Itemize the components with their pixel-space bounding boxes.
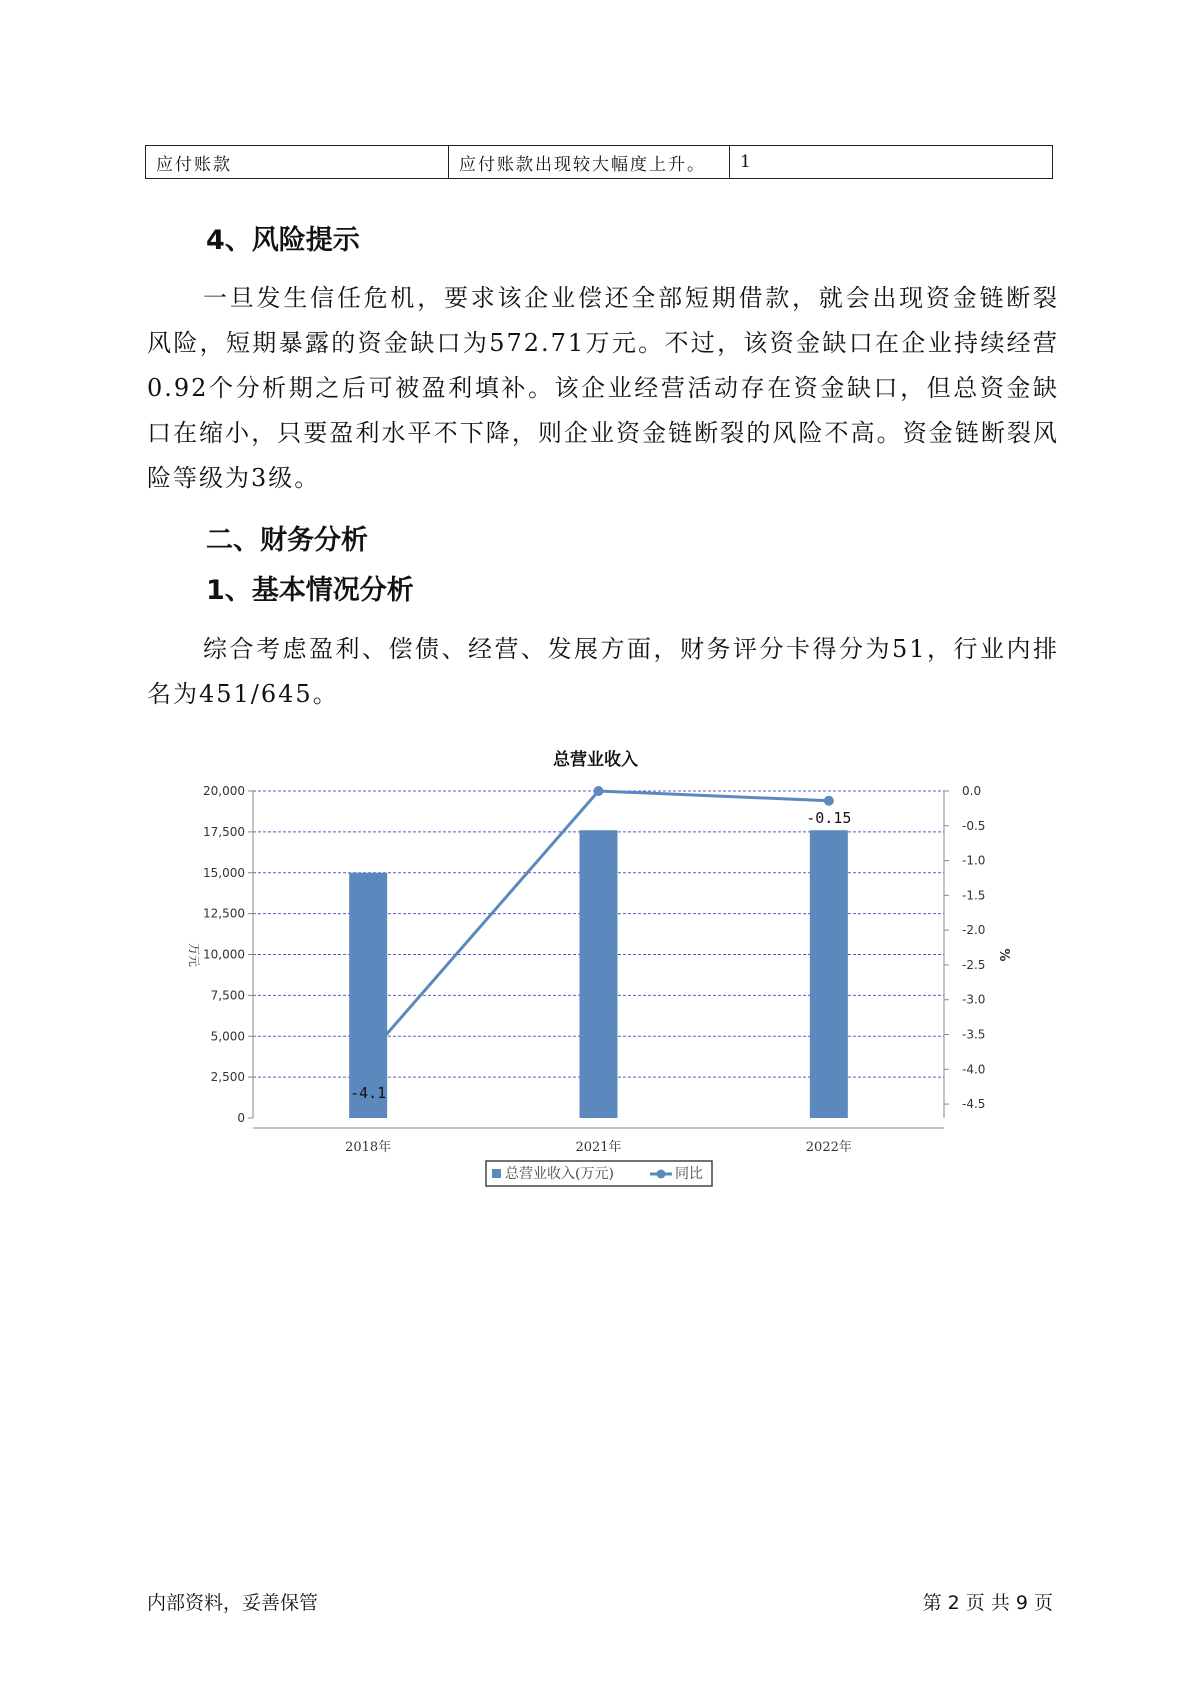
y-tick-label: 20,000 <box>203 784 245 798</box>
table-cell-value: 1 <box>730 146 1053 179</box>
table-cell-description: 应付账款出现较大幅度上升。 <box>449 146 730 179</box>
footer-page-number: 第 2 页 共 9 页 <box>922 1592 1053 1614</box>
y-tick-label: 2,500 <box>210 1070 245 1085</box>
x-tick-label: 2021年 <box>575 1140 622 1155</box>
line-point <box>594 786 604 796</box>
y2-tick-label: -1.0 <box>962 853 986 868</box>
y-tick-label: 7,500 <box>210 988 245 1003</box>
data-label: -0.15 <box>806 809 852 827</box>
y2-tick-label: -3.0 <box>962 992 986 1007</box>
bar <box>810 830 848 1118</box>
risk-paragraph: 一旦发生信任危机，要求该企业偿还全部短期借款，就会出现资金链断裂风险，短期暴露的资金缺口为572.71万元。不过，该资金缺口在企业持续经营 0.92个分析期之后可被盈利填补。该企业经营活动存在资金缺口，但总资金缺口在缩小，只要盈利水平不下降，则企业资金链断裂的风险不高。资金链断裂风险等级为3级。 <box>147 284 1059 492</box>
section-heading-basic: 1、基本情况分析 <box>206 575 414 606</box>
chapter-heading-financial: 二、财务分析 <box>206 525 368 556</box>
y2-tick-label: -3.5 <box>962 1027 986 1042</box>
bar <box>349 873 387 1118</box>
y2-axis-label: % <box>996 948 1011 962</box>
footer-confidential: 内部资料，妥善保管 <box>147 1592 319 1614</box>
data-label: -4.1 <box>350 1084 387 1102</box>
legend-bar-swatch <box>492 1169 501 1178</box>
x-tick-label: 2022年 <box>805 1140 852 1155</box>
legend-bar-label: 总营业收入(万元) <box>505 1166 614 1182</box>
y2-tick-label: -2.0 <box>962 923 986 938</box>
basic-paragraph: 综合考虑盈利、偿债、经营、发展方面，财务评分卡得分为51，行业内排名为451/645。 <box>147 635 1059 708</box>
y-tick-label: 12,500 <box>203 906 245 921</box>
line-point <box>824 796 834 806</box>
table-cell-item: 应付账款 <box>146 146 449 179</box>
section-heading-risk: 4、风险提示 <box>206 225 360 256</box>
y2-tick-label: -2.5 <box>962 957 986 972</box>
y2-tick-label: -4.0 <box>962 1062 986 1077</box>
y-tick-label: 0 <box>237 1111 245 1125</box>
y-tick-label: 17,500 <box>203 824 245 839</box>
y2-tick-label: 0.0 <box>962 784 982 798</box>
legend-line-label: 同比 <box>675 1166 703 1182</box>
y2-tick-label: -1.5 <box>962 888 986 903</box>
y2-tick-label: -4.5 <box>962 1097 986 1112</box>
legend-line-marker <box>657 1170 666 1179</box>
bar <box>580 830 618 1118</box>
chart-title: 总营业收入 <box>553 750 638 770</box>
x-tick-label: 2018年 <box>345 1140 392 1155</box>
y-tick-label: 10,000 <box>203 947 245 962</box>
y-axis-label: 万元 <box>187 942 201 968</box>
y-tick-label: 5,000 <box>210 1029 245 1044</box>
y-tick-label: 15,000 <box>203 865 245 880</box>
y2-tick-label: -0.5 <box>962 818 986 833</box>
